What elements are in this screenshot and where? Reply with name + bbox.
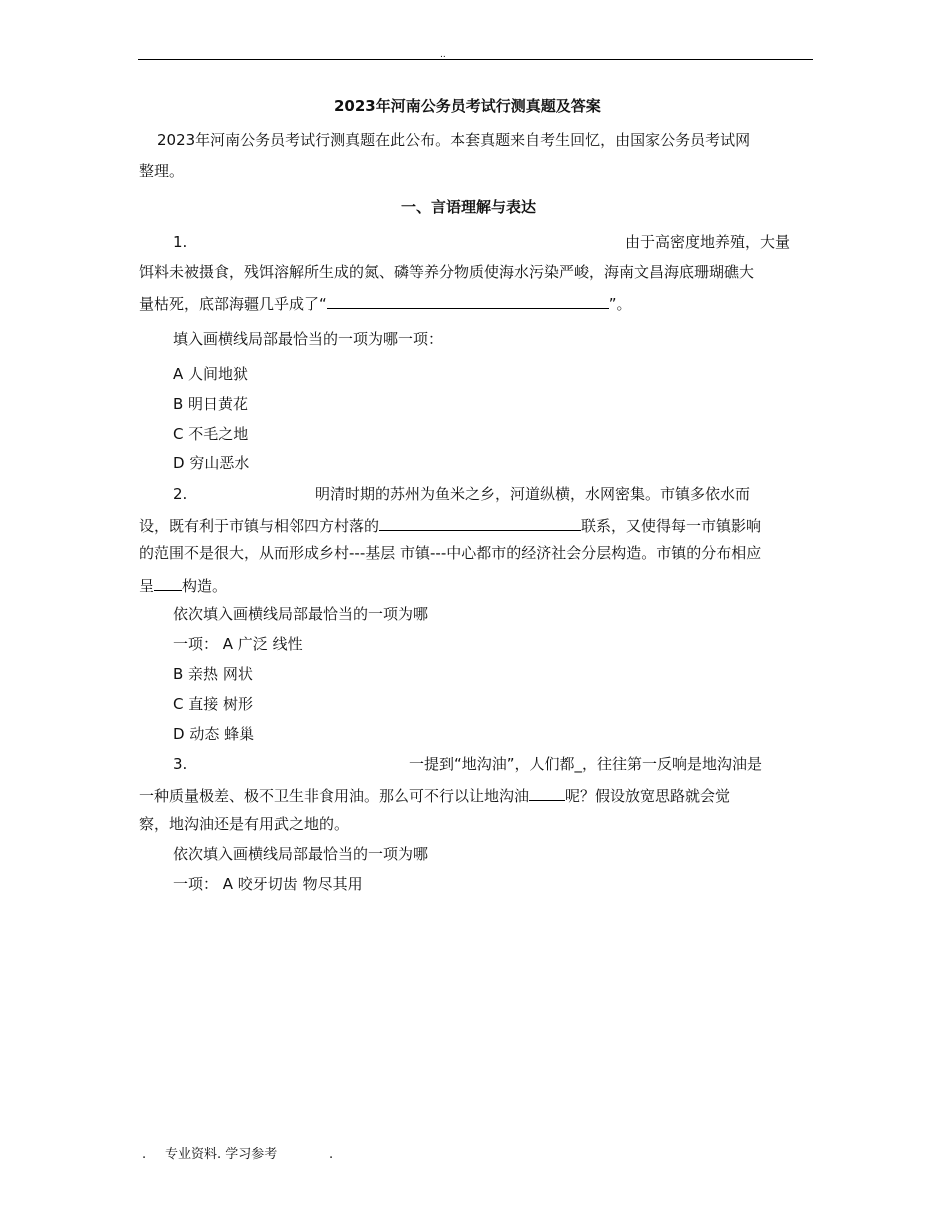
q2-line-2-end: 联系，又使得每一市镇影响	[581, 517, 762, 535]
q3-line-2	[139, 784, 730, 806]
q1-option-a: A 人间地狱	[173, 365, 249, 383]
q1-prompt: 填入画横线局部最恰当的一项为哪一项：	[173, 330, 444, 348]
q1-option-c: C 不毛之地	[173, 425, 249, 443]
q2-prompt-2: 一项： A 广泛 线性	[173, 635, 303, 653]
q2-line-4	[139, 574, 227, 596]
q2-answer-blank-2	[154, 574, 182, 591]
q2-line-2-start: 设，既有利于市镇与相邻四方村落的	[139, 517, 380, 535]
intro-line-1: 2023年河南公务员考试行测真题在此公布。本套真题来自考生回忆，由国家公务员考试网	[157, 131, 751, 149]
q2-line-3: 的范围不是很大，从而形成乡村---基层 市镇---中心都市的经济社会分层构造。市镇的分布相应	[139, 544, 762, 562]
q2-line-4-end: 构造。	[182, 577, 228, 595]
q1-line-1: 由于高密度地养殖，大量	[625, 233, 791, 251]
section-heading: 一、言语理解与表达	[401, 198, 537, 216]
q1-line-2: 饵料未被摄食，残饵溶解所生成的氮、磷等养分物质使海水污染严峻，海南文昌海底珊瑚礁大	[139, 263, 755, 281]
q1-line-3	[139, 292, 632, 314]
q2-prompt-1: 依次填入画横线局部最恰当的一项为哪	[173, 605, 429, 623]
q2-option-b: B 亲热 网状	[173, 665, 253, 683]
q1-option-b: B 明日黄花	[173, 395, 249, 413]
header-rule	[138, 59, 813, 60]
q3-prompt-1: 依次填入画横线局部最恰当的一项为哪	[173, 845, 429, 863]
q2-line-2	[139, 514, 761, 536]
q3-line-1: 一提到“地沟油”，人们都_，往往第一反响是地沟油是	[409, 755, 763, 773]
q2-number: 2.	[173, 485, 188, 503]
q3-line-2-end: 呢？假设放宽思路就会觉	[565, 787, 731, 805]
q3-number: 3.	[173, 755, 188, 773]
q2-line-4-start: 呈	[139, 577, 155, 595]
footer-text: 专业资料. 学习参考	[165, 1147, 278, 1162]
q3-prompt-2: 一项： A 咬牙切齿 物尽其用	[173, 875, 363, 893]
intro-line-2: 整理。	[139, 162, 185, 180]
q2-answer-blank-1	[379, 514, 581, 531]
q1-option-d: D 穷山恶水	[173, 454, 250, 472]
header-mark: ..	[440, 50, 446, 60]
q2-line-1: 明清时期的苏州为鱼米之乡，河道纵横，水网密集。市镇多依水而	[315, 485, 751, 503]
q1-line-3-end: ”。	[608, 295, 632, 313]
q1-number: 1.	[173, 233, 188, 251]
footer-right-dot: .	[329, 1147, 334, 1162]
q2-option-c: C 直接 树形	[173, 695, 254, 713]
footer-left-dot: .	[142, 1147, 147, 1162]
q3-line-3: 察，地沟油还是有用武之地的。	[139, 815, 350, 833]
q2-option-d: D 动态 蜂巢	[173, 725, 255, 743]
document-title: 2023年河南公务员考试行测真题及答案	[334, 97, 601, 115]
q3-answer-blank	[529, 784, 565, 801]
q3-line-2-start: 一种质量极差、极不卫生非食用油。那么可不行以让地沟油	[139, 787, 530, 805]
q1-answer-blank	[327, 292, 609, 309]
q1-line-3-start: 量枯死，底部海疆几乎成了“	[139, 295, 327, 313]
